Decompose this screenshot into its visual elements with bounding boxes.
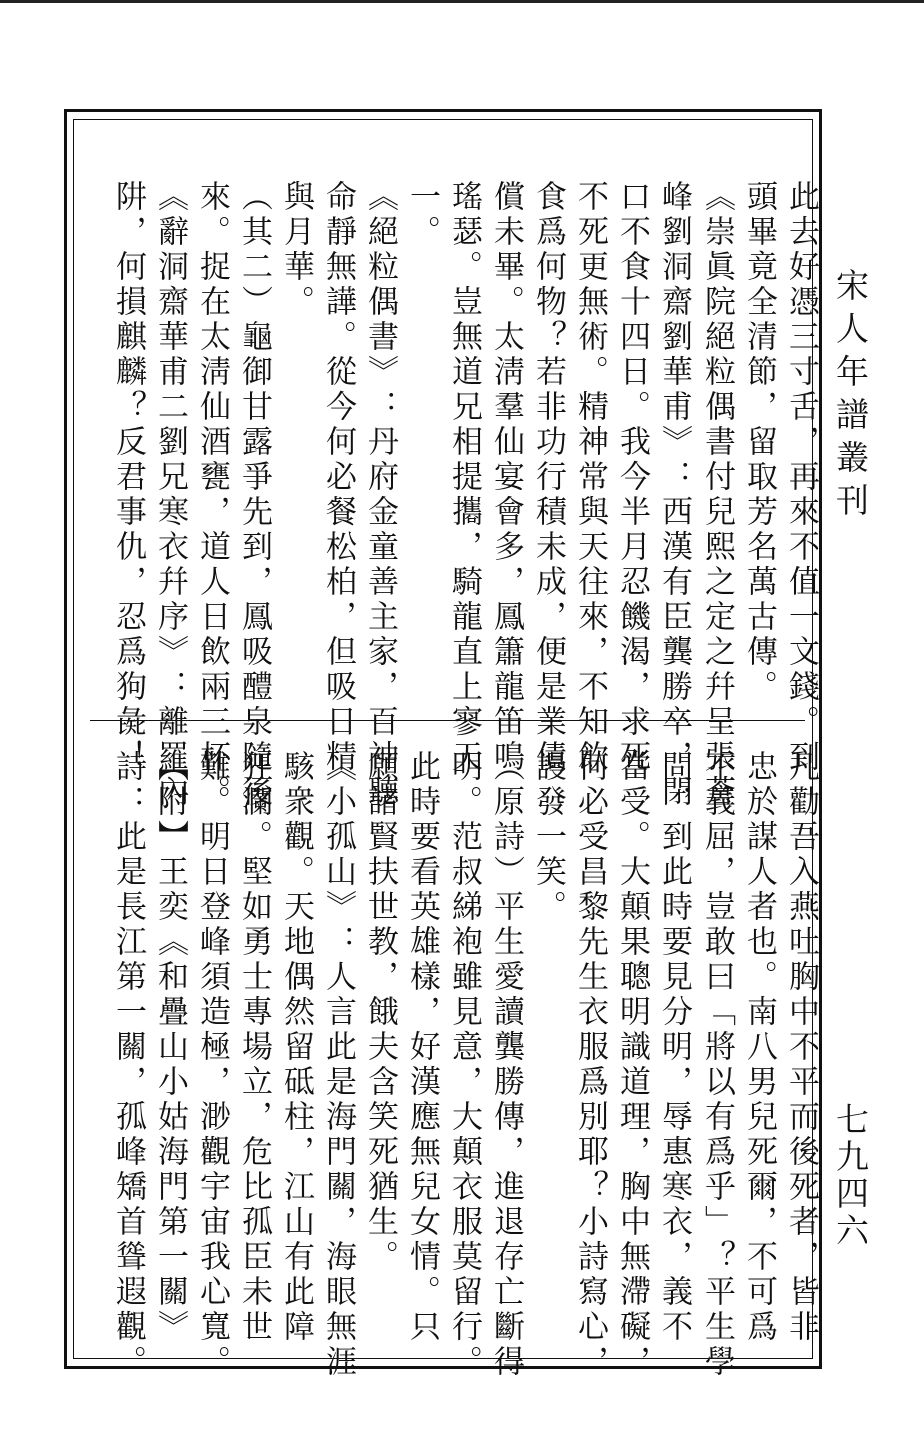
text-column: 問，到此時要見分明，辱惠寒衣，義不 bbox=[656, 750, 692, 1345]
top-rule bbox=[0, 0, 924, 3]
text-column: 頭畢竟全清節，留取芳名萬古傳。 bbox=[741, 180, 777, 705]
text-column: 償未畢。太淸羣仙宴會多，鳳簫龍笛鳴 bbox=[488, 180, 524, 775]
text-column: 何必受昌黎先生衣服爲別耶？小詩寫心， bbox=[572, 750, 608, 1380]
text-column: 《小孤山》：人言此是海門關，海眼無涯 bbox=[320, 750, 356, 1380]
text-column: （其二）龜御甘露爭先到，鳳吸醴泉隨後 bbox=[236, 180, 272, 810]
text-column: 謾發一笑。 bbox=[530, 750, 566, 925]
page-number: 七九四六 bbox=[831, 1102, 870, 1250]
text-column: 凡勸吾入燕吐胸中不平而後死者，皆非 bbox=[783, 750, 819, 1345]
text-column: 與月華。 bbox=[278, 180, 314, 320]
text-column: 命靜無譁。從今何必餐松柏，但吸日精 bbox=[320, 180, 356, 775]
text-column: 忠於謀人者也。南八男兒死爾，不可爲 bbox=[741, 750, 777, 1345]
text-column: 【附】王奕《和疊山小姑海門第一關》 bbox=[152, 750, 188, 1345]
text-column: 此時要看英雄樣，好漢應無兒女情。只 bbox=[404, 750, 440, 1345]
text-column: 駭衆觀。天地偶然留砥柱，江山有此障 bbox=[278, 750, 314, 1345]
text-column: 《辭洞齋華甫二劉兄寒衣幷序》：離羅內 bbox=[152, 180, 188, 810]
text-column: 瑤瑟。豈無道兄相提攜，騎龍直上寥天 bbox=[446, 180, 482, 775]
text-column: 明。范叔綈袍雖見意，大顛衣服莫留行。 bbox=[446, 750, 482, 1380]
running-head: 宋人年譜叢刊 bbox=[831, 268, 870, 526]
text-column: 峰劉洞齋劉華甫》：西漢有臣龔勝卒，閉 bbox=[656, 180, 692, 810]
text-column: 此去好憑三寸舌，再來不值一文錢。到 bbox=[783, 180, 819, 775]
text-column: 食爲何物？若非功行積未成，便是業債 bbox=[530, 180, 566, 775]
text-column: 不義屈，豈敢曰「將以有爲乎」？平生學 bbox=[699, 750, 735, 1380]
text-column: 不死更無術。精神常與天往來，不知飲 bbox=[572, 180, 608, 775]
text-column: 阱，何損麒麟？反君事仇，忍爲狗彘！ bbox=[110, 180, 146, 775]
text-column: 難。明日登峰須造極，渺觀宇宙我心寬。 bbox=[194, 750, 230, 1380]
text-column: 狂瀾。堅如勇士專場立，危比孤臣未世 bbox=[236, 750, 272, 1345]
text-column: 當受。大顛果聰明識道理，胸中無滯礙， bbox=[614, 750, 650, 1380]
text-column: 來。捉在太淸仙酒甕，道人日飲兩三杯。 bbox=[194, 180, 230, 810]
text-column: 《絕粒偶書》：丹府金童善主家，百神聽 bbox=[362, 180, 398, 810]
text-column: 口不食十四日。我今半月忍饑渴，求死 bbox=[614, 180, 650, 775]
text-column: 願諸賢扶世教，餓夫含笑死猶生。 bbox=[362, 750, 398, 1275]
text-column: （原詩）平生愛讀龔勝傳，進退存亡斷得 bbox=[488, 750, 524, 1380]
text-column: 一。 bbox=[404, 180, 440, 250]
text-column: 詩：此是長江第一關，孤峰矯首聳遐觀。 bbox=[110, 750, 146, 1380]
text-column: 《崇眞院絕粒偶書付兒熙之定之幷呈張蒼 bbox=[699, 180, 735, 810]
